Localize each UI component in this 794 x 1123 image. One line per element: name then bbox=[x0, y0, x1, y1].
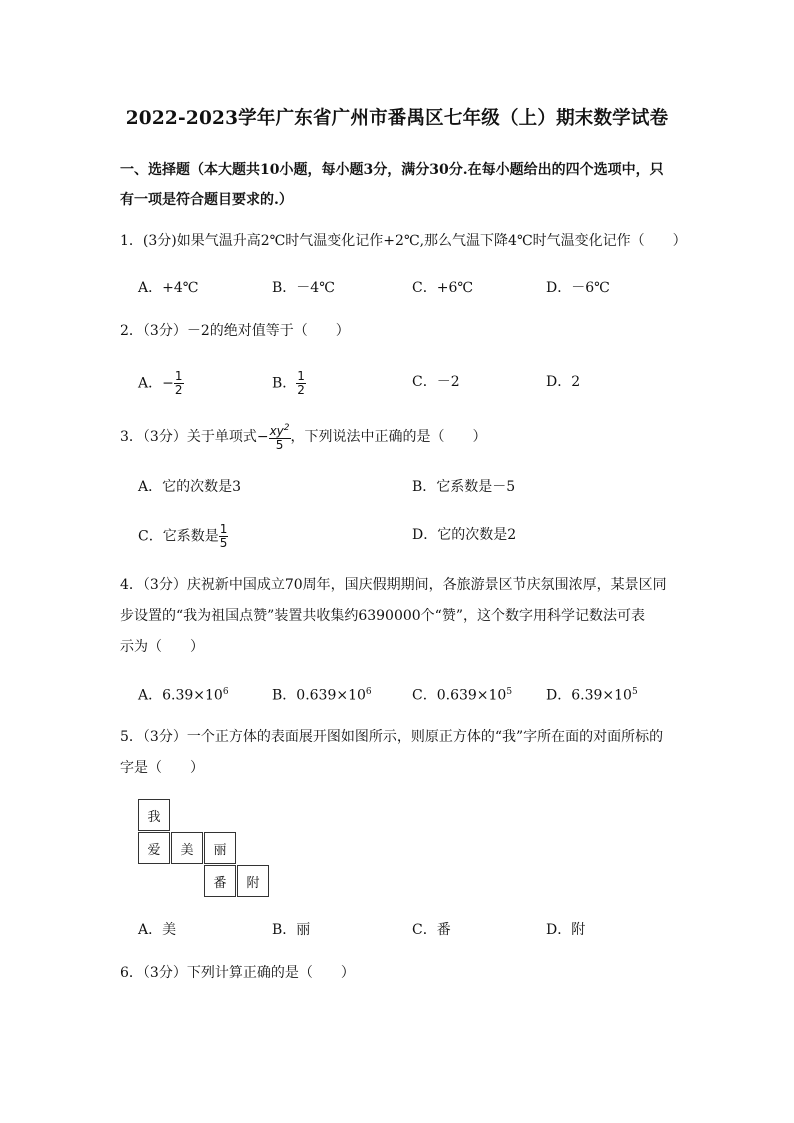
question-5-line1: 5．（3分）一个正方体的表面展开图如图所示，则原正方体的“我”字所在面的对面所标的 bbox=[120, 729, 664, 745]
net-cell-fu: 附 bbox=[237, 865, 269, 897]
net-cell-fan: 番 bbox=[204, 865, 236, 897]
question-5-line2: 字是（ ） bbox=[120, 760, 204, 776]
fraction bbox=[296, 370, 306, 397]
fraction bbox=[219, 523, 229, 550]
option-a: A．它的次数是3 bbox=[138, 479, 242, 495]
minus-sign: − bbox=[162, 375, 174, 392]
option-text: A．6.39×10 bbox=[138, 687, 223, 704]
section-heading-line1: 一、选择题（本大题共10小题，每小题3分，满分30分.在每小题给出的四个选项中，只 bbox=[120, 162, 664, 178]
option-label: C．它系数是 bbox=[138, 528, 219, 545]
question-1-options bbox=[138, 276, 698, 300]
option-c bbox=[138, 523, 228, 550]
denominator: 5 bbox=[275, 438, 284, 452]
exponent: 6 bbox=[365, 687, 372, 697]
denominator: 2 bbox=[297, 383, 305, 397]
option-d: D．附 bbox=[546, 922, 586, 938]
numerator: 1 bbox=[297, 369, 305, 383]
option-d: D．它的次数是2 bbox=[412, 527, 517, 543]
option-b bbox=[272, 680, 372, 708]
denominator: 5 bbox=[219, 536, 228, 550]
exponent: 5 bbox=[506, 687, 513, 697]
option-label: B． bbox=[272, 375, 297, 392]
question-4-line2: 步设置的“我为祖国点赞”装置共收集约6390000个“赞”，这个数字用科学记数法可表 bbox=[120, 608, 645, 624]
option-a bbox=[138, 370, 184, 397]
numerator bbox=[269, 422, 291, 439]
question-2-options bbox=[138, 369, 698, 397]
question-3-options-row2 bbox=[138, 522, 698, 550]
question-1-stem: 1．(3分)如果气温升高2℃时气温变化记作+2℃,那么气温下降4℃时气温变化记作（ ） bbox=[120, 233, 687, 249]
question-3-stem bbox=[120, 422, 680, 453]
question-4-options bbox=[138, 680, 698, 704]
option-c bbox=[412, 680, 512, 708]
minus-sign: − bbox=[256, 429, 269, 445]
question-6-stem: 6．（3分）下列计算正确的是（ ） bbox=[120, 965, 355, 981]
monomial-fraction bbox=[269, 422, 291, 452]
stem-prefix: 3．（3分）关于单项式 bbox=[120, 429, 257, 445]
question-3-options-row1 bbox=[138, 475, 698, 499]
exponent: 5 bbox=[631, 687, 638, 697]
numerator: 1 bbox=[219, 522, 228, 536]
net-cell-li: 丽 bbox=[204, 832, 236, 864]
option-a: A．美 bbox=[138, 922, 177, 938]
option-b: B．丽 bbox=[272, 922, 311, 938]
net-cell-wo: 我 bbox=[138, 799, 170, 831]
option-text: C．0.639×10 bbox=[412, 687, 507, 704]
option-c: C．－2 bbox=[412, 374, 460, 390]
section-heading-line2: 有一项是符合题目要求的.） bbox=[120, 192, 293, 208]
option-b: B．它系数是－5 bbox=[412, 479, 516, 495]
question-4-line3: 示为（ ） bbox=[120, 639, 204, 655]
fraction bbox=[174, 370, 184, 397]
exponent: 6 bbox=[222, 687, 229, 697]
option-b bbox=[272, 370, 306, 397]
cube-net-figure bbox=[138, 799, 278, 899]
exponent: 2 bbox=[283, 423, 290, 433]
question-2-stem: 2．（3分）－2的绝对值等于（ ） bbox=[120, 323, 350, 339]
question-4-line1: 4．（3分）庆祝新中国成立70周年，国庆假期期间，各旅游景区节庆氛围浓厚，某景区同 bbox=[120, 577, 667, 593]
page-title: 2022-2023学年广东省广州市番禺区七年级（上）期末数学试卷 bbox=[125, 108, 669, 129]
option-c: C．番 bbox=[412, 922, 451, 938]
denominator: 2 bbox=[174, 383, 183, 397]
option-d bbox=[546, 680, 638, 708]
option-b: B．－4℃ bbox=[272, 280, 335, 296]
net-cell-mei: 美 bbox=[171, 832, 203, 864]
question-5-options bbox=[138, 918, 698, 942]
monomial-variables: xy bbox=[269, 424, 284, 438]
option-a: A．+4℃ bbox=[138, 280, 199, 296]
net-cell-ai: 爱 bbox=[138, 832, 170, 864]
numerator: 1 bbox=[174, 369, 183, 383]
option-c: C．+6℃ bbox=[412, 280, 474, 296]
option-d: D．－6℃ bbox=[546, 280, 610, 296]
option-text: B．0.639×10 bbox=[272, 687, 366, 704]
stem-suffix: ，下列说法中正确的是（ ） bbox=[290, 429, 487, 445]
option-text: D．6.39×10 bbox=[546, 687, 632, 704]
option-d: D．2 bbox=[546, 374, 581, 390]
option-a bbox=[138, 680, 229, 708]
option-label: A． bbox=[138, 375, 163, 392]
